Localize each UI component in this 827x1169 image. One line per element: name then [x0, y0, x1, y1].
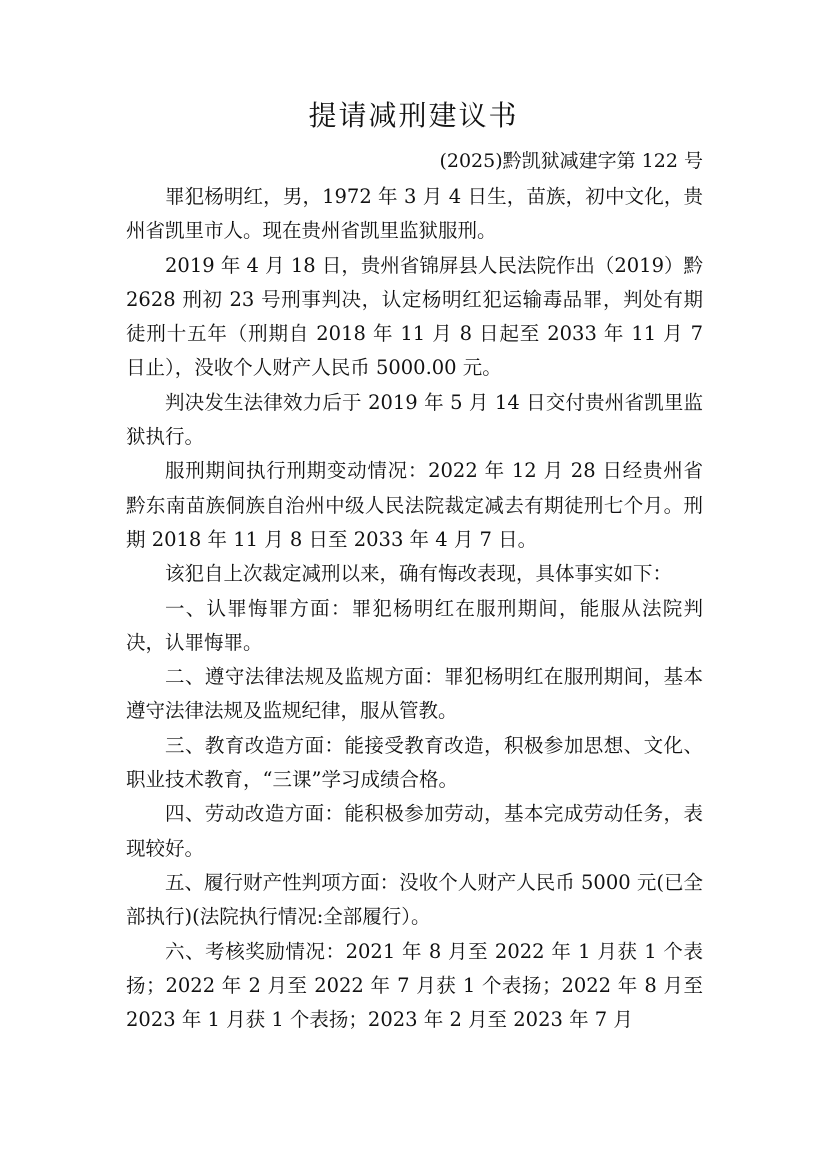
paragraph-labor: 四、劳动改造方面：能积极参加劳动，基本完成劳动任务，表现较好。 — [126, 802, 703, 860]
document-body — [126, 180, 703, 1037]
paragraph-property: 五、履行财产性判项方面：没收个人财产人民币 5000 元(已全部执行)(法院执行情况:全部履行）。 — [126, 870, 703, 929]
paragraph-rewards: 六、考核奖励情况：2021 年 8 月至 2022 年 1 月获 1 个表扬；2022 年 2 月至 2022 年 7 月获 1 个表扬；2022 年 8 月至 2023 年 1 月获 1 个表扬；2023 年 2 月至 2023 年 7 月 — [126, 939, 703, 1032]
paragraph-plea: 一、认罪悔罪方面：罪犯杨明红在服刑期间，能服从法院判决，认罪悔罪。 — [126, 596, 703, 654]
document-title: 提请减刑建议书 — [308, 99, 519, 132]
paragraph-discipline: 二、遵守法律法规及监规方面：罪犯杨明红在服刑期间，基本遵守法律法规及监规纪律，服从管教。 — [126, 665, 703, 723]
document-number: (2025)黔凯狱减建字第 122 号 — [439, 150, 703, 172]
paragraph-personal-info: 罪犯杨明红，男，1972 年 3 月 4 日生，苗族，初中文化，贵州省凯里市人。现在贵州省凯里监狱服刑。 — [126, 185, 703, 243]
paragraph-education: 三、教育改造方面：能接受教育改造，积极参加思想、文化、职业技术教育，“三课”学习成绩合格。 — [126, 733, 703, 792]
paragraph-repentance-intro: 该犯自上次裁定减刑以来，确有悔改表现，具体事实如下： — [165, 562, 673, 586]
paragraph-sentence-changes: 服刑期间执行刑期变动情况：2022 年 12 月 28 日经贵州省黔东南苗族侗族自治州中级人民法院裁定减去有期徒刑七个月。刑期 2018 年 11 月 8 日至 2033 年 4 月 7 日。 — [126, 459, 703, 551]
paragraph-delivery: 判决发生法律效力后于 2019 年 5 月 14 日交付贵州省凯里监狱执行。 — [126, 390, 703, 449]
paragraph-original-judgment: 2019 年 4 月 18 日，贵州省锦屏县人民法院作出（2019）黔 2628 刑初 23 号刑事判决，认定杨明红犯运输毒品罪，判处有期徒刑十五年（刑期自 2018 年 11 月 8 日起至 2033 年 11 月 7 日止），没收个人财产人民币 5000.00 元。 — [126, 253, 703, 380]
